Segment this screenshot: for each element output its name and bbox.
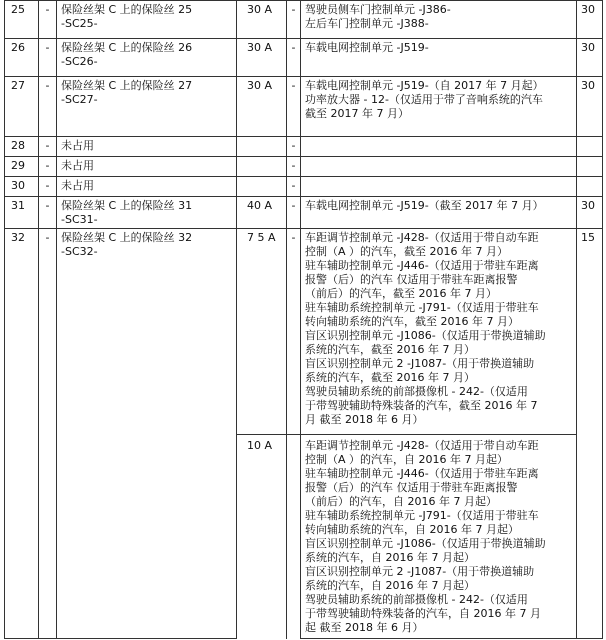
- fuse-number: 27: [5, 77, 39, 137]
- consumers-cell-line: 驾驶员侧车门控制单元 -J386-: [305, 3, 451, 16]
- terminal-cell: [577, 177, 603, 197]
- fuse-number: 30: [5, 177, 39, 197]
- fuse-description: [57, 39, 237, 77]
- consumers-cell: [301, 197, 577, 229]
- consumers-cell: [301, 177, 577, 197]
- mark-cell: -: [287, 77, 301, 137]
- consumers-cell-line: 驾驶员辅助系统的前部摄像机 - 242-（仅适用: [305, 385, 528, 398]
- ampere-rating: [237, 137, 287, 157]
- fuse-description: [57, 77, 237, 137]
- fuse-description-line: 未占用: [61, 159, 94, 172]
- dash-cell: -: [39, 157, 57, 177]
- table-row: [5, 197, 603, 229]
- table-row: [5, 229, 603, 435]
- fuse-description: [57, 137, 237, 157]
- consumers-cell-line: （前后）的汽车，截至 2016 年 7 月）: [305, 287, 497, 300]
- consumers-cell: [301, 137, 577, 157]
- consumers-cell-line: 车载电网控制单元 -J519-: [305, 41, 429, 54]
- consumers-cell: [301, 1, 577, 39]
- fuse-number: 32: [5, 229, 39, 639]
- dash-cell: -: [39, 77, 57, 137]
- consumers-cell-line: 盲区识别控制单元 2 -J1087-（用于带换道辅助: [305, 357, 535, 370]
- consumers-cell-line: 月 截至 2018 年 6 月）: [305, 413, 424, 426]
- terminal-cell: 30: [577, 77, 603, 137]
- dash-cell: -: [39, 1, 57, 39]
- consumers-cell-line: 截至 2017 年 7 月）: [305, 107, 409, 120]
- terminal-cell: [577, 137, 603, 157]
- dash-cell: -: [39, 39, 57, 77]
- dash-cell: -: [39, 229, 57, 639]
- fuse-table: [4, 0, 603, 639]
- mark-cell: -: [287, 39, 301, 77]
- consumers-cell-line: 驻车辅助控制单元 -J446-（仅适用于带驻车距离: [305, 259, 539, 272]
- consumers-cell-line: 盲区识别控制单元 2 -J1087-（用于带换道辅助: [305, 565, 535, 578]
- consumers-cell-line: 于带驾驶辅助特殊装备的汽车，自 2016 年 7 月: [305, 607, 541, 620]
- fuse-description-line: -SC27-: [61, 93, 98, 106]
- fuse-description: [57, 177, 237, 197]
- fuse-number: 25: [5, 1, 39, 39]
- mark-cell: -: [287, 229, 301, 435]
- consumers-cell-line: 车距调节控制单元 -J428-（仅适用于带自动车距: [305, 439, 539, 452]
- fuse-description-line: 保险丝架 C 上的保险丝 31: [61, 199, 193, 212]
- terminal-cell: 30: [577, 197, 603, 229]
- consumers-cell-line: 车载电网控制单元 -J519-（自 2017 年 7 月起）: [305, 79, 544, 92]
- mark-cell: -: [287, 137, 301, 157]
- consumers-cell: [301, 435, 577, 639]
- fuse-description-line: -SC32-: [61, 245, 98, 258]
- table-row: [5, 137, 603, 157]
- table-row: [5, 39, 603, 77]
- fuse-description: [57, 197, 237, 229]
- fuse-description-line: 保险丝架 C 上的保险丝 26: [61, 41, 193, 54]
- consumers-cell-line: 系统的汽车，自 2016 年 7 月起）: [305, 579, 475, 592]
- dash-cell: -: [39, 197, 57, 229]
- consumers-cell-line: 左后车门控制单元 -J388-: [305, 17, 429, 30]
- consumers-cell-line: 驻车辅助系统控制单元 -J791-（仅适用于带驻车: [305, 509, 539, 522]
- table-row: [5, 1, 603, 39]
- table-row: [5, 157, 603, 177]
- terminal-cell: 30: [577, 1, 603, 39]
- consumers-cell-line: 驻车辅助控制单元 -J446-（仅适用于带驻车距离: [305, 467, 539, 480]
- dash-cell: -: [39, 137, 57, 157]
- fuse-description: [57, 1, 237, 39]
- consumers-cell-line: 转向辅助系统的汽车，自 2016 年 7 月起）: [305, 523, 519, 536]
- mark-cell: -: [287, 177, 301, 197]
- ampere-rating: 10 A: [237, 435, 287, 639]
- terminal-cell: 30: [577, 39, 603, 77]
- fuse-description-line: -SC26-: [61, 55, 98, 68]
- consumers-cell-line: （前后）的汽车，自 2016 年 7 月起）: [305, 495, 497, 508]
- mark-cell: [287, 435, 301, 639]
- fuse-description: [57, 229, 237, 639]
- consumers-cell-line: 报警（后）的汽车 仅适用于带驻车距离报警: [305, 481, 518, 494]
- terminal-cell: 15: [577, 229, 603, 639]
- consumers-cell-line: 报警（后）的汽车 仅适用于带驻车距离报警: [305, 273, 518, 286]
- fuse-description-line: -SC25-: [61, 17, 98, 30]
- ampere-rating: [237, 177, 287, 197]
- consumers-cell-line: 功率放大器 - 12-（仅适用于带了音响系统的汽车: [305, 93, 543, 106]
- consumers-cell-line: 车距调节控制单元 -J428-（仅适用于带自动车距: [305, 231, 539, 244]
- table-row: [5, 177, 603, 197]
- fuse-description-line: 保险丝架 C 上的保险丝 25: [61, 3, 193, 16]
- fuse-number: 26: [5, 39, 39, 77]
- fuse-description: [57, 157, 237, 177]
- consumers-cell-line: 车载电网控制单元 -J519-（截至 2017 年 7 月）: [305, 199, 544, 212]
- mark-cell: -: [287, 197, 301, 229]
- consumers-cell-line: 系统的汽车，截至 2016 年 7 月）: [305, 343, 475, 356]
- ampere-rating: 30 A: [237, 39, 287, 77]
- consumers-cell-line: 控制（A ）的汽车，自 2016 年 7 月起）: [305, 453, 508, 466]
- fuse-description-line: 保险丝架 C 上的保险丝 32: [61, 231, 193, 244]
- fuse-description-line: -SC31-: [61, 213, 98, 226]
- consumers-cell: [301, 39, 577, 77]
- consumers-cell: [301, 229, 577, 435]
- fuse-number: 31: [5, 197, 39, 229]
- consumers-cell-line: 盲区识别控制单元 -J1086-（仅适用于带换道辅助: [305, 537, 546, 550]
- terminal-cell: [577, 157, 603, 177]
- consumers-cell-line: 系统的汽车，截至 2016 年 7 月）: [305, 371, 475, 384]
- consumers-cell-line: 控制（A ）的汽车，截至 2016 年 7 月）: [305, 245, 508, 258]
- consumers-cell-line: 起 截至 2018 年 6 月）: [305, 621, 424, 634]
- ampere-rating: 7 5 A: [237, 229, 287, 435]
- ampere-rating: 30 A: [237, 1, 287, 39]
- consumers-cell-line: 系统的汽车，自 2016 年 7 月起）: [305, 551, 475, 564]
- consumers-cell-line: 驻车辅助系统控制单元 -J791-（仅适用于带驻车: [305, 301, 539, 314]
- ampere-rating: 40 A: [237, 197, 287, 229]
- consumers-cell-line: 盲区识别控制单元 -J1086-（仅适用于带换道辅助: [305, 329, 546, 342]
- fuse-description-line: 未占用: [61, 179, 94, 192]
- consumers-cell-line: 转向辅助系统的汽车，截至 2016 年 7 月）: [305, 315, 519, 328]
- consumers-cell: [301, 157, 577, 177]
- consumers-cell: [301, 77, 577, 137]
- mark-cell: -: [287, 1, 301, 39]
- ampere-rating: 30 A: [237, 77, 287, 137]
- mark-cell: -: [287, 157, 301, 177]
- fuse-number: 28: [5, 137, 39, 157]
- fuse-description-line: 未占用: [61, 139, 94, 152]
- consumers-cell-line: 驾驶员辅助系统的前部摄像机 - 242-（仅适用: [305, 593, 528, 606]
- fuse-description-line: 保险丝架 C 上的保险丝 27: [61, 79, 193, 92]
- fuse-number: 29: [5, 157, 39, 177]
- ampere-rating: [237, 157, 287, 177]
- table-row: [5, 77, 603, 137]
- consumers-cell-line: 于带驾驶辅助特殊装备的汽车，截至 2016 年 7: [305, 399, 538, 412]
- dash-cell: -: [39, 177, 57, 197]
